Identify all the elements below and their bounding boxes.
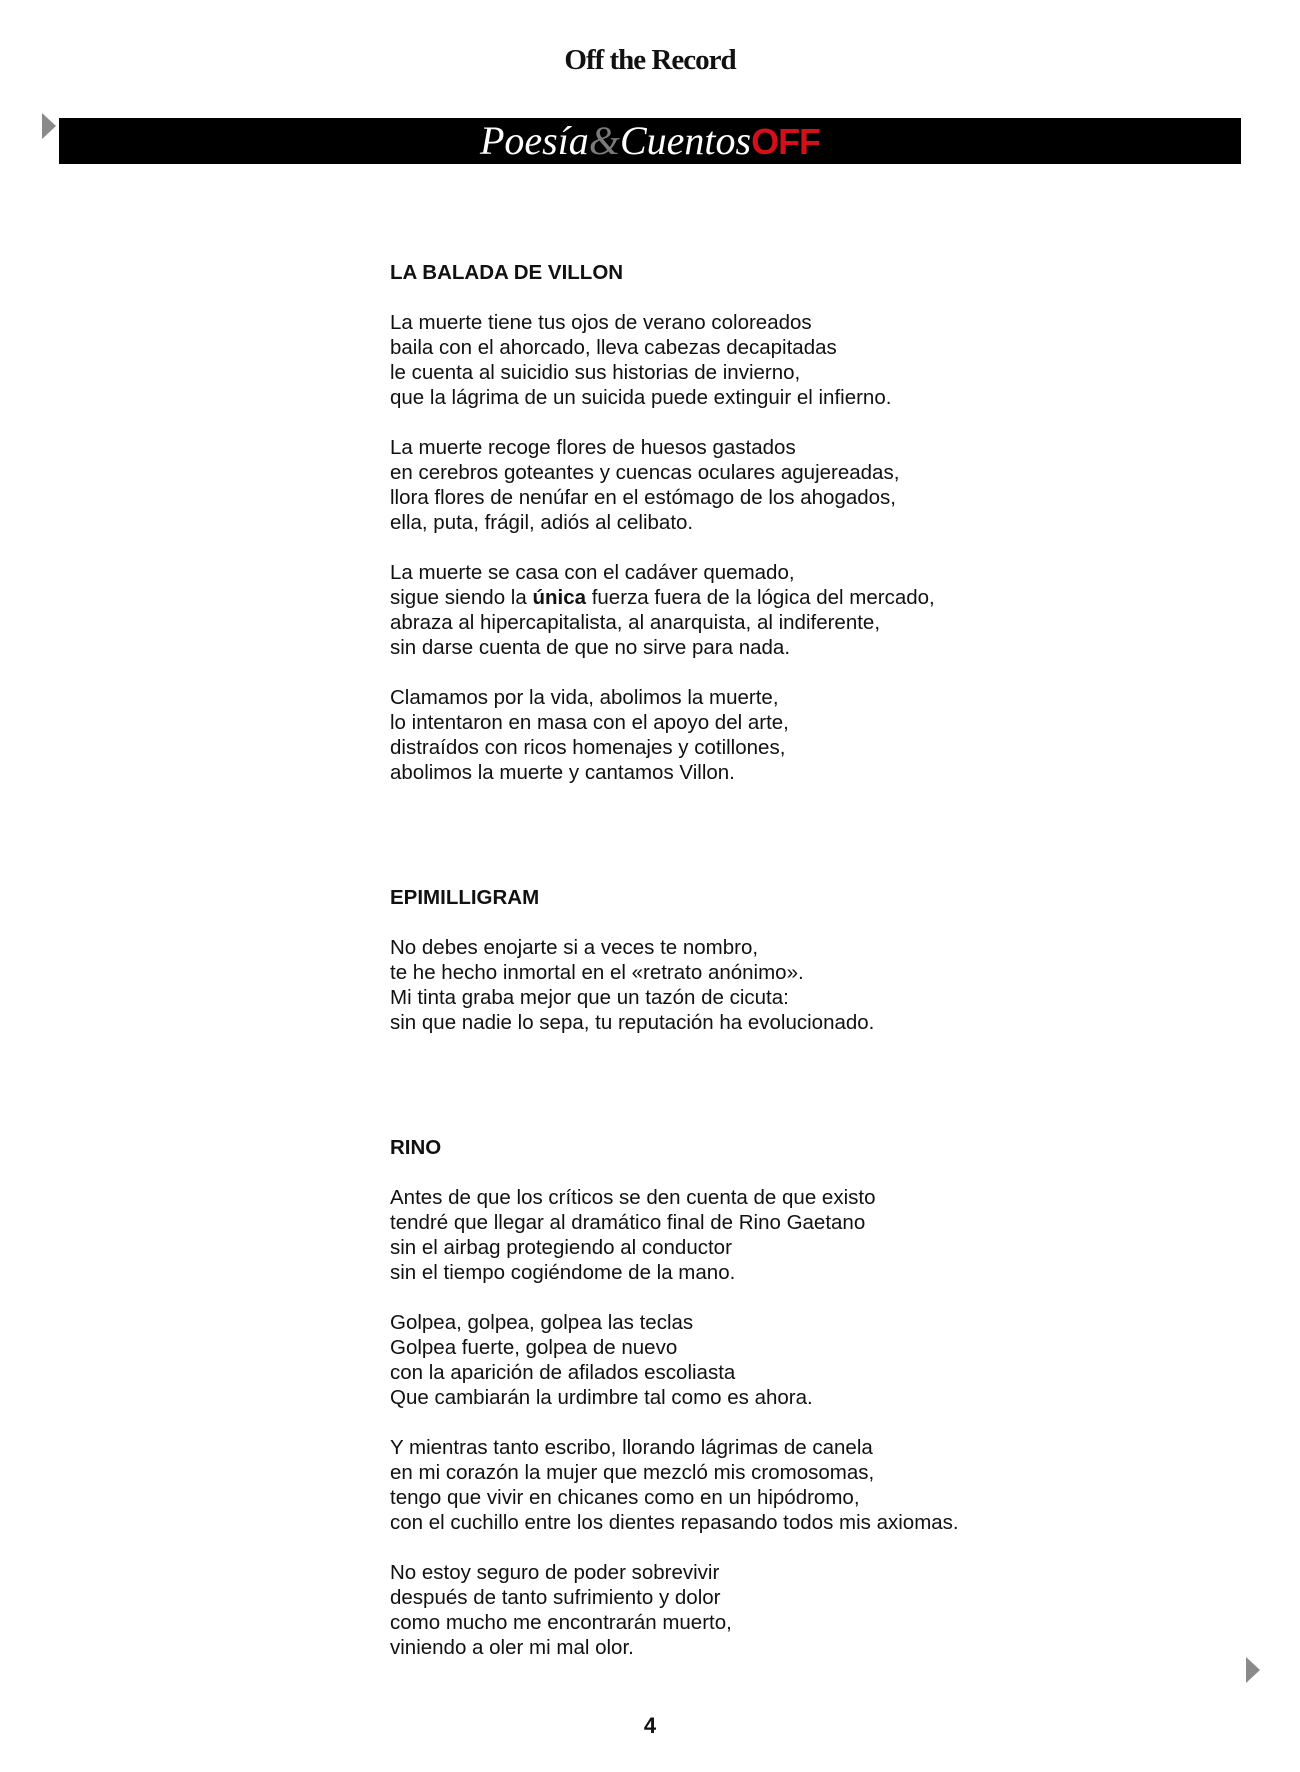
poem-line: llora flores de nenúfar en el estómago de los ahogados, — [390, 486, 897, 509]
section-title-poesia: Poesía — [479, 118, 589, 163]
poem — [390, 1135, 1190, 1660]
poem-title: LA BALADA DE VILLON — [390, 261, 624, 284]
poem-line: Que cambiarán la urdimbre tal como es ahora. — [390, 1386, 813, 1409]
poem-line: sin el tiempo cogiéndome de la mano. — [390, 1261, 736, 1284]
poem-line: viniendo a oler mi mal olor. — [390, 1636, 634, 1659]
section-banner — [59, 118, 1241, 164]
poem-line: abolimos la muerte y cantamos Villon. — [390, 761, 735, 784]
poem-line: No estoy seguro de poder sobrevivir — [390, 1561, 720, 1584]
stanza — [390, 1310, 1190, 1410]
masthead-logo: Off the Record — [564, 44, 736, 76]
poem-line: con la aparición de afilados escoliasta — [390, 1361, 736, 1384]
poem — [390, 260, 1190, 785]
poem-title: RINO — [390, 1136, 442, 1159]
stanza — [390, 435, 1190, 535]
stanza — [390, 310, 1190, 410]
poem-line: que la lágrima de un suicida puede extinguir el infierno. — [390, 386, 892, 409]
poem-line: como mucho me encontrarán muerto, — [390, 1611, 732, 1634]
poem-line: en mi corazón la mujer que mezcló mis cromosomas, — [390, 1461, 875, 1484]
stanza — [390, 1560, 1190, 1660]
section-title-cuentos: Cuentos — [619, 118, 752, 163]
poem-line: La muerte recoge flores de huesos gastados — [390, 436, 796, 459]
section-ampersand: & — [588, 118, 620, 163]
poem-line: ella, puta, frágil, adiós al celibato. — [390, 511, 694, 534]
poem-line: sin darse cuenta de que no sirve para nada. — [390, 636, 791, 659]
stanza — [390, 560, 1190, 660]
poem-line: distraídos con ricos homenajes y cotillones, — [390, 736, 786, 759]
poem-line: Golpea fuerte, golpea de nuevo — [390, 1336, 678, 1359]
poem — [390, 885, 1190, 1035]
poem-line: te he hecho inmortal en el «retrato anónimo». — [390, 961, 804, 984]
previous-page-arrow-icon[interactable] — [42, 113, 56, 139]
poem-line: lo intentaron en masa con el apoyo del arte, — [390, 711, 789, 734]
poem-line: Antes de que los críticos se den cuenta de que existo — [390, 1186, 876, 1209]
emphasized-word: única — [532, 586, 587, 609]
poem-line: abraza al hipercapitalista, al anarquista, al indiferente, — [390, 611, 881, 634]
poem-line: después de tanto sufrimiento y dolor — [390, 1586, 721, 1609]
poem-line: tengo que vivir en chicanes como en un hipódromo, — [390, 1486, 860, 1509]
poem-line: le cuenta al suicidio sus historias de invierno, — [390, 361, 801, 384]
poem-title: EPIMILLIGRAM — [390, 886, 540, 909]
section-tag-off: OFF — [751, 121, 821, 162]
poem-line: Mi tinta graba mejor que un tazón de cicuta: — [390, 986, 789, 1009]
poem-line: sin el airbag protegiendo al conductor — [390, 1236, 732, 1259]
poem-line: con el cuchillo entre los dientes repasando todos mis axiomas. — [390, 1511, 959, 1534]
poem-line: La muerte tiene tus ojos de verano coloreados — [390, 311, 812, 334]
poem-line: tendré que llegar al dramático final de Rino Gaetano — [390, 1211, 866, 1234]
stanza — [390, 935, 1190, 1035]
stanza — [390, 685, 1190, 785]
poem-line: Y mientras tanto escribo, llorando lágrimas de canela — [390, 1436, 873, 1459]
stanza — [390, 1435, 1190, 1535]
poem-line: baila con el ahorcado, lleva cabezas decapitadas — [390, 336, 837, 359]
poem-line: sigue siendo la única fuerza fuera de la lógica del mercado, — [390, 586, 935, 609]
page-number: 4 — [643, 1713, 657, 1738]
poem-line: No debes enojarte si a veces te nombro, — [390, 936, 759, 959]
poem-line: Clamamos por la vida, abolimos la muerte, — [390, 686, 779, 709]
stanza — [390, 1185, 1190, 1285]
poem-line: La muerte se casa con el cadáver quemado, — [390, 561, 795, 584]
poems-column — [390, 260, 1190, 1660]
poem-line: en cerebros goteantes y cuencas oculares agujereadas, — [390, 461, 900, 484]
poem-line: Golpea, golpea, golpea las teclas — [390, 1311, 694, 1334]
poem-line: sin que nadie lo sepa, tu reputación ha evolucionado. — [390, 1011, 875, 1034]
next-page-arrow-icon[interactable] — [1246, 1657, 1260, 1683]
